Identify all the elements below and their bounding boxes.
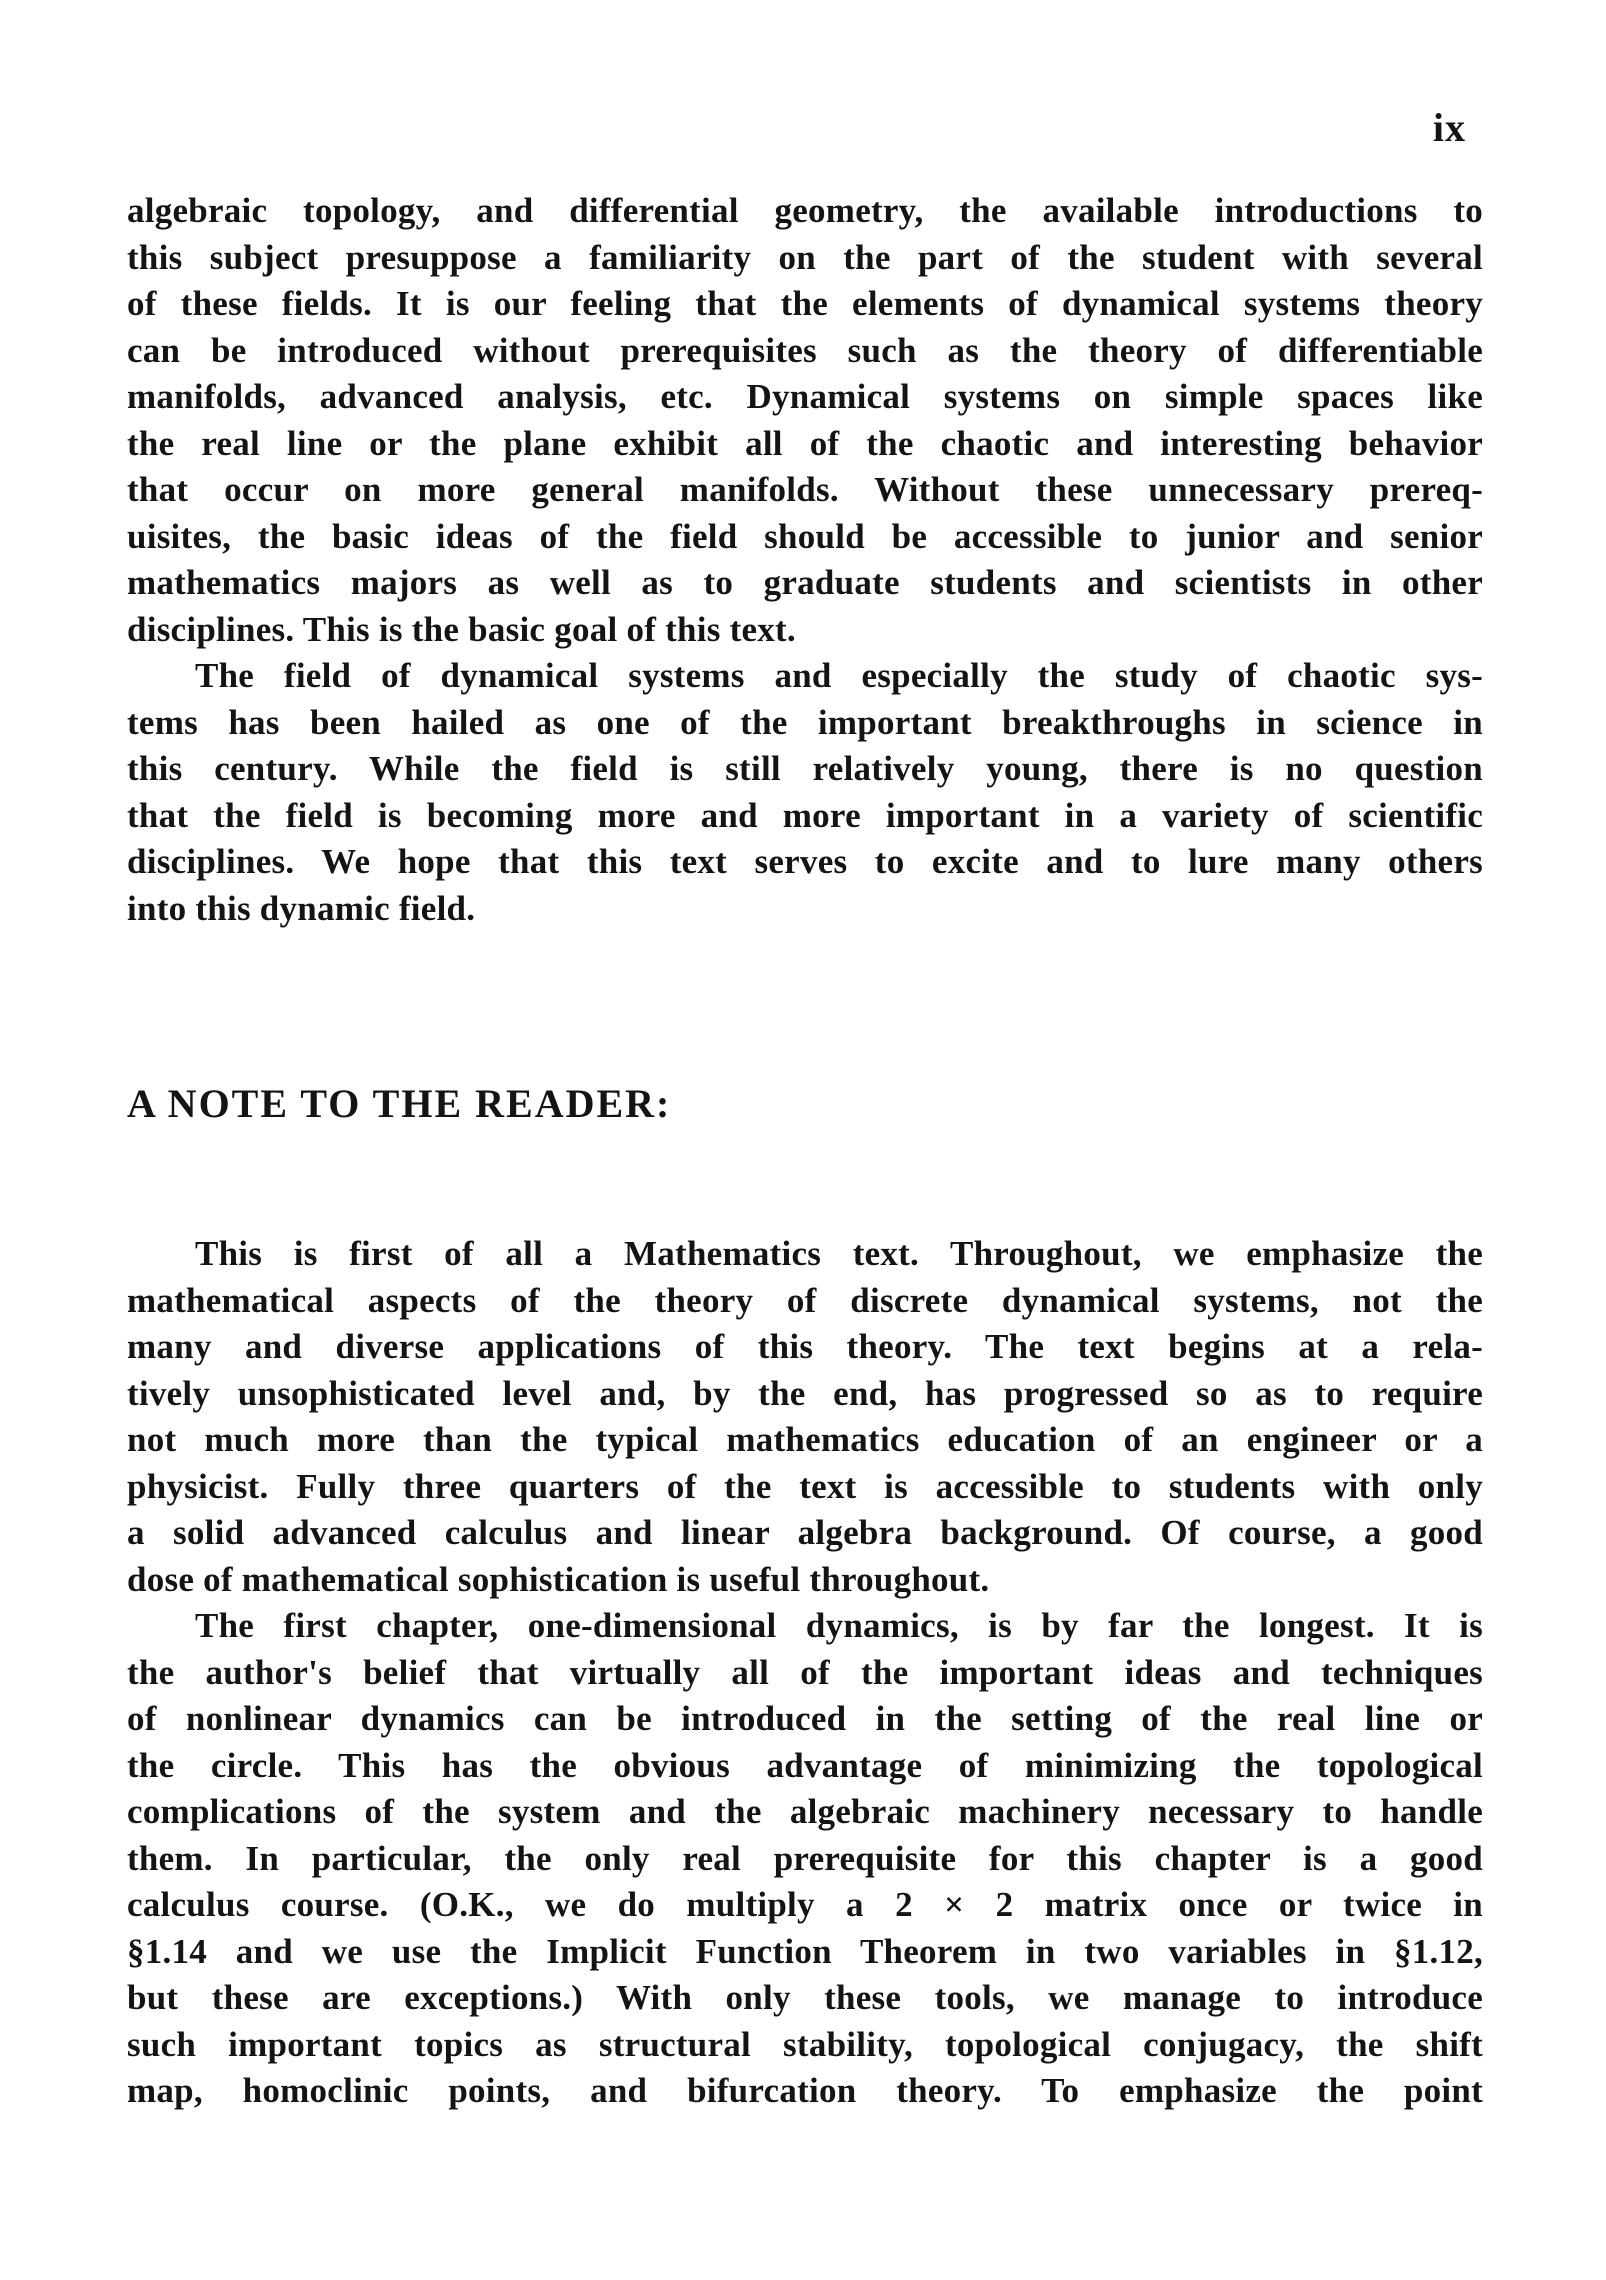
text-line: a solid advanced calculus and linear algebra background. Of course, a good <box>127 1513 1483 1552</box>
text-line: manifolds, advanced analysis, etc. Dynamical systems on simple spaces like <box>127 377 1483 416</box>
text-line: The first chapter, one-dimensional dynamics, is by far the longest. It is <box>195 1606 1483 1645</box>
text-line: the real line or the plane exhibit all of the chaotic and interesting behavior <box>127 423 1483 463</box>
text-line: that occur on more general manifolds. Without these unnecessary prereq- <box>127 470 1483 509</box>
text-line: physicist. Fully three quarters of the text is accessible to students with only <box>127 1466 1483 1506</box>
text-line: complications of the system and the algebraic machinery necessary to handle <box>127 1792 1483 1831</box>
text-line: uisites, the basic ideas of the field should be accessible to junior and senior <box>127 516 1483 556</box>
intro-text <box>127 188 1483 932</box>
text-line: into this dynamic field. <box>127 888 476 928</box>
section-heading: A NOTE TO THE READER: <box>127 1081 672 1126</box>
text-line: §1.14 and we use the Implicit Function Theorem in two variables in §1.12, <box>127 1931 1483 1971</box>
text-line: that the field is becoming more and more important in a variety of scientific <box>127 795 1483 835</box>
text-line: the author's belief that virtually all of the important ideas and techniques <box>127 1652 1483 1692</box>
paragraph <box>127 1603 1483 2115</box>
page-number: ix <box>1432 105 1466 150</box>
text-line: mathematical aspects of the theory of discrete dynamical systems, not the <box>127 1280 1483 1320</box>
text-line: This is first of all a Mathematics text. Throughout, we emphasize the <box>195 1234 1483 1273</box>
text-line: disciplines. This is the basic goal of this text. <box>127 609 796 649</box>
paragraph <box>127 653 1483 932</box>
text-line: The field of dynamical systems and especially the study of chaotic sys- <box>195 656 1483 695</box>
text-line: of nonlinear dynamics can be introduced in the setting of the real line or <box>127 1699 1483 1738</box>
text-line: this century. While the field is still relatively young, there is no question <box>127 749 1483 788</box>
text-line: the circle. This has the obvious advantage of minimizing the topological <box>127 1745 1483 1785</box>
paragraph <box>127 188 1483 653</box>
text-line: them. In particular, the only real prerequisite for this chapter is a good <box>127 1838 1483 1878</box>
text-line: algebraic topology, and differential geometry, the available introductions to <box>127 191 1483 230</box>
text-line: disciplines. We hope that this text serves to excite and to lure many others <box>127 842 1483 881</box>
text-line: not much more than the typical mathematics education of an engineer or a <box>127 1420 1483 1459</box>
note-text <box>127 1231 1483 2115</box>
text-line: tively unsophisticated level and, by the end, has progressed so as to require <box>127 1373 1483 1413</box>
text-line: dose of mathematical sophistication is useful throughout. <box>127 1559 990 1599</box>
text-line: many and diverse applications of this theory. The text begins at a rela- <box>127 1327 1483 1366</box>
paragraph <box>127 1231 1483 1603</box>
text-line: such important topics as structural stability, topological conjugacy, the shift <box>127 2024 1483 2064</box>
text-line: but these are exceptions.) With only these tools, we manage to introduce <box>127 1978 1483 2017</box>
text-line: can be introduced without prerequisites such as the theory of differentiable <box>127 330 1483 370</box>
text-line: map, homoclinic points, and bifurcation theory. To emphasize the point <box>127 2071 1483 2110</box>
text-line: mathematics majors as well as to graduate students and scientists in other <box>127 563 1483 602</box>
text-line: of these fields. It is our feeling that the elements of dynamical systems theory <box>127 284 1483 323</box>
text-line: calculus course. (O.K., we do multiply a 2 × 2 matrix once or twice in <box>127 1885 1483 1924</box>
text-line: tems has been hailed as one of the important breakthroughs in science in <box>127 702 1483 742</box>
text-line: this subject presuppose a familiarity on the part of the student with several <box>127 237 1483 277</box>
